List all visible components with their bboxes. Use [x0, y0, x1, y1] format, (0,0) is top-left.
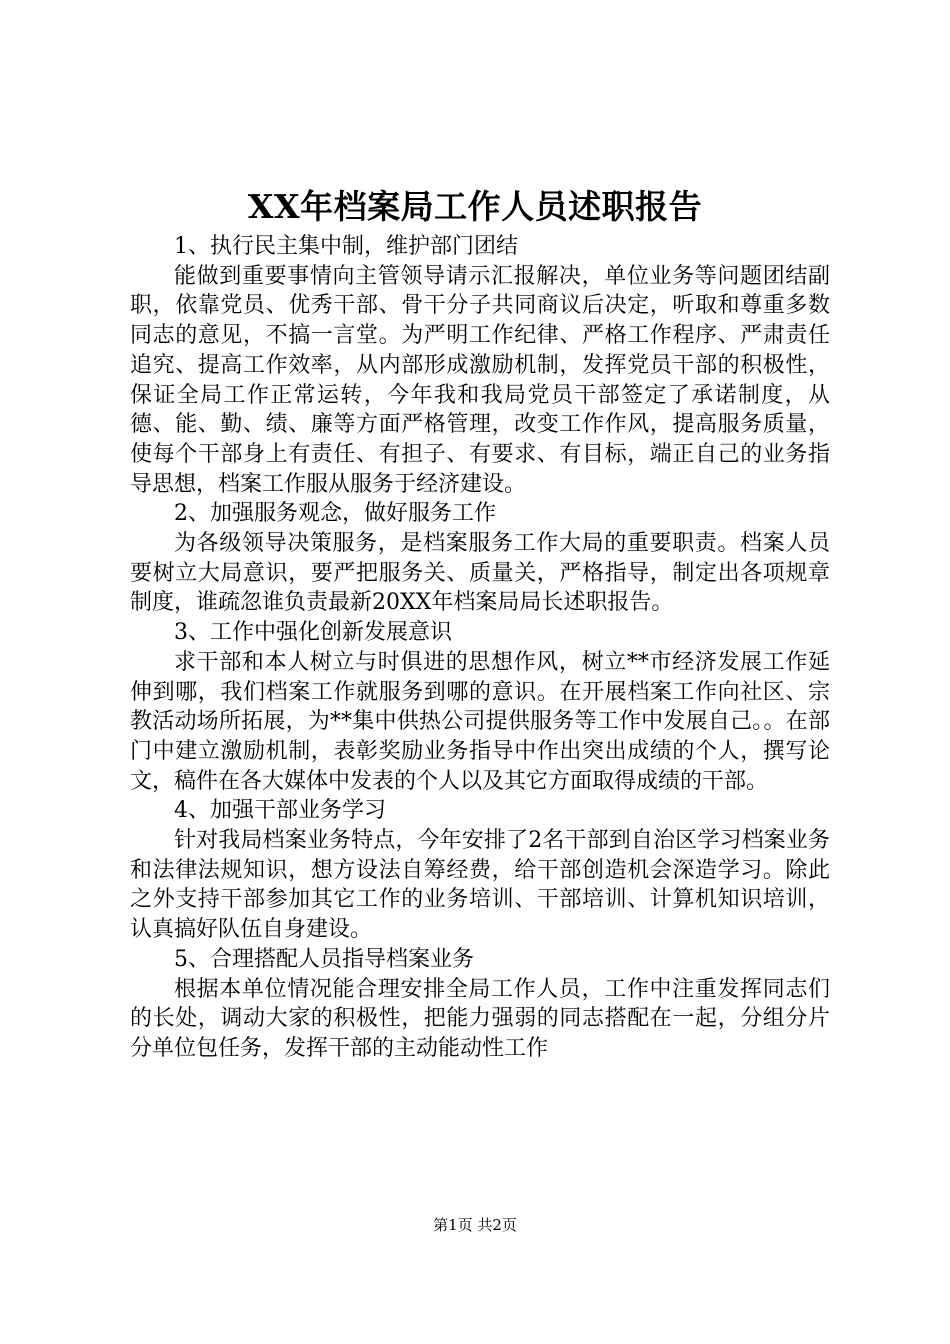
body-paragraph: 求干部和本人树立与时俱进的思想作风，树立**市经济发展工作延伸到哪，我们档案工作就服务到哪的意识。在开展档案工作向社区、宗教活动场所拓展，为**集中供热公司提供服务等工作中发展自己。。在部门中建立激励机制，表彰奖励业务指导中作出突出成绩的个人，撰写论文，稿件在各大媒体中发表的个人以及其它方面取得成绩的干部。: [130, 649, 830, 794]
section-heading: 1、执行民主集中制，维护部门团结: [174, 234, 518, 259]
body-paragraph: 能做到重要事情向主管领导请示汇报解决，单位业务等问题团结副职，依靠党员、优秀干部、骨干分子共同商议后决定，听取和尊重多数同志的意见，不搞一言堂。为严明工作纪律、严格工作程序、严肃责任追究、提高工作效率，从内部形成激励机制，发挥党员干部的积极性，保证全局工作正常运转，今年我和我局党员干部签定了承诺制度，从德、能、勤、绩、廉等方面严格管理，改变工作作风，提高服务质量，使每个干部身上有责任、有担子、有要求、有目标，端正自己的业务指导思想，档案工作服从服务于经济建设。: [130, 263, 830, 497]
document-body: [130, 232, 830, 1064]
body-paragraph: 根据本单位情况能合理安排全局工作人员，工作中注重发挥同志们的长处，调动大家的积极性，把能力强弱的同志搭配在一起，分组分片分单位包任务，发挥干部的主动能动性工作: [130, 976, 830, 1061]
body-paragraph: 针对我局档案业务特点，今年安排了2名干部到自治区学习档案业务和法律法规知识，想方设法自筹经费，给干部创造机会深造学习。除此之外支持干部参加其它工作的业务培训、干部培训、计算机知识培训，认真搞好队伍自身建设。: [130, 828, 830, 943]
section-heading: 5、合理搭配人员指导档案业务: [174, 946, 474, 972]
section-heading: 4、加强干部业务学习: [174, 798, 386, 824]
document-title: XX年档案局工作人员述职报告: [247, 187, 703, 226]
body-paragraph: 为各级领导决策服务，是档案服务工作大局的重要职责。档案人员要树立大局意识，要严把服务关、质量关，严格指导，制定出各项规章制度，谁疏忽谁负责最新20XX年档案局局长述职报告。: [130, 531, 830, 616]
page-number-footer: 第1页 共2页: [433, 1216, 517, 1234]
section-heading: 3、工作中强化创新发展意识: [174, 620, 452, 646]
section-heading: 2、加强服务观念，做好服务工作: [174, 501, 496, 527]
